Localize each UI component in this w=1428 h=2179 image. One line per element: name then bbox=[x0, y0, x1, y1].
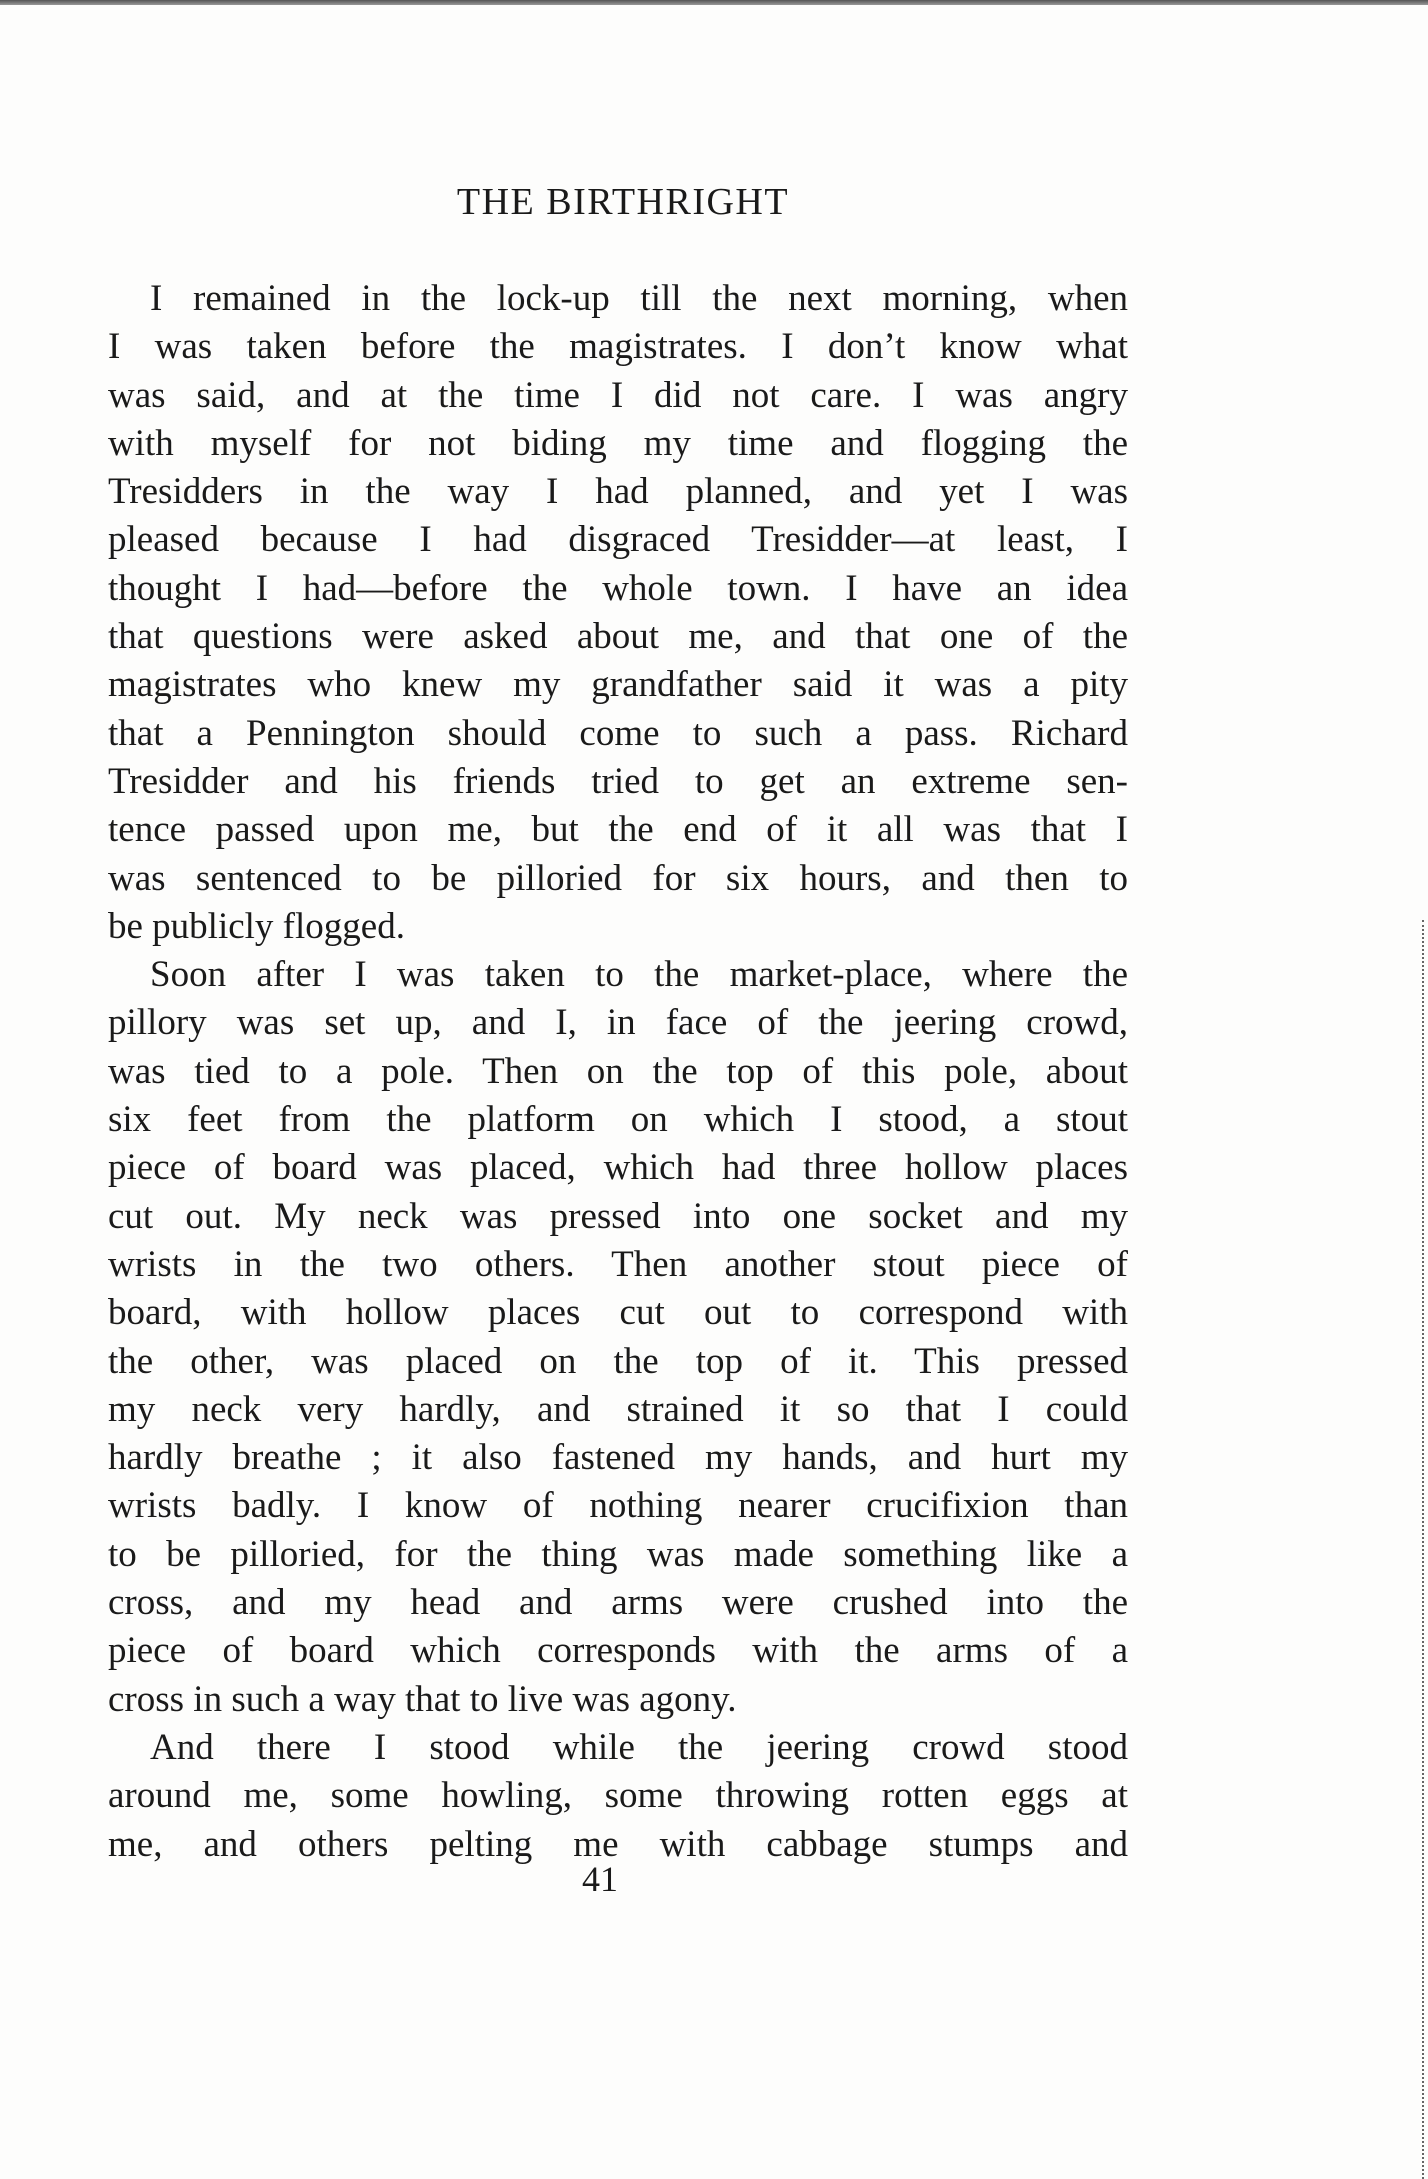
text-line: board, with hollow places cut out to correspond with bbox=[108, 1292, 1128, 1334]
text-line: to be pilloried, for the thing was made something like a bbox=[108, 1533, 1128, 1575]
paragraph bbox=[108, 951, 1128, 1724]
body-text bbox=[108, 275, 1128, 1869]
text-line: six feet from the platform on which I stood, a stout bbox=[108, 1099, 1128, 1141]
text-line: was said, and at the time I did not care. I was angry bbox=[108, 374, 1128, 416]
text-line: pleased because I had disgraced Tresidder—at least, I bbox=[108, 519, 1128, 561]
text-line: with myself for not biding my time and flogging the bbox=[108, 422, 1128, 464]
text-line: magistrates who knew my grandfather said it was a pity bbox=[108, 664, 1128, 706]
text-line: be publicly flogged. bbox=[108, 905, 405, 947]
text-line: cross, and my head and arms were crushed into the bbox=[108, 1582, 1128, 1624]
text-line: wrists badly. I know of nothing nearer crucifixion than bbox=[108, 1485, 1128, 1527]
paragraph bbox=[108, 275, 1128, 951]
text-line: the other, was placed on the top of it. This pressed bbox=[108, 1340, 1128, 1382]
text-line: around me, some howling, some throwing rotten eggs at bbox=[108, 1775, 1128, 1817]
text-line: wrists in the two others. Then another stout piece of bbox=[108, 1243, 1128, 1285]
text-line: cross in such a way that to live was agony. bbox=[108, 1678, 737, 1720]
text-line: I remained in the lock-up till the next morning, when bbox=[150, 278, 1128, 319]
text-line: Tresidder and his friends tried to get an extreme sen- bbox=[108, 760, 1128, 802]
text-line: cut out. My neck was pressed into one socket and my bbox=[108, 1195, 1128, 1237]
text-line: that questions were asked about me, and that one of the bbox=[108, 616, 1128, 658]
text-line: Soon after I was taken to the market-place, where the bbox=[150, 954, 1128, 996]
text-line: piece of board which corresponds with the arms of a bbox=[108, 1630, 1128, 1672]
right-page-edge bbox=[1422, 920, 1428, 2179]
text-line: pillory was set up, and I, in face of the jeering crowd, bbox=[108, 1002, 1128, 1044]
text-line: piece of board was placed, which had three hollow places bbox=[108, 1147, 1128, 1189]
running-head: THE BIRTHRIGHT bbox=[456, 181, 790, 223]
text-line: I was taken before the magistrates. I don’t know what bbox=[108, 326, 1128, 368]
text-line: that a Pennington should come to such a pass. Richard bbox=[108, 712, 1128, 754]
text-line: thought I had—before the whole town. I have an idea bbox=[108, 567, 1128, 609]
text-line: Tresidders in the way I had planned, and yet I was bbox=[108, 471, 1128, 513]
text-line: was tied to a pole. Then on the top of this pole, about bbox=[108, 1050, 1128, 1092]
text-line: me, and others pelting me with cabbage stumps and bbox=[108, 1823, 1128, 1865]
text-line: was sentenced to be pilloried for six hours, and then to bbox=[108, 857, 1128, 899]
text-line: And there I stood while the jeering crowd stood bbox=[150, 1726, 1128, 1768]
paragraph bbox=[108, 1724, 1128, 1869]
text-line: hardly breathe ; it also fastened my hands, and hurt my bbox=[108, 1437, 1128, 1479]
text-line: my neck very hardly, and strained it so that I could bbox=[108, 1388, 1128, 1430]
page-number: 41 bbox=[582, 1859, 618, 1899]
text-line: tence passed upon me, but the end of it all was that I bbox=[108, 809, 1128, 851]
top-edge-rule bbox=[0, 0, 1428, 5]
